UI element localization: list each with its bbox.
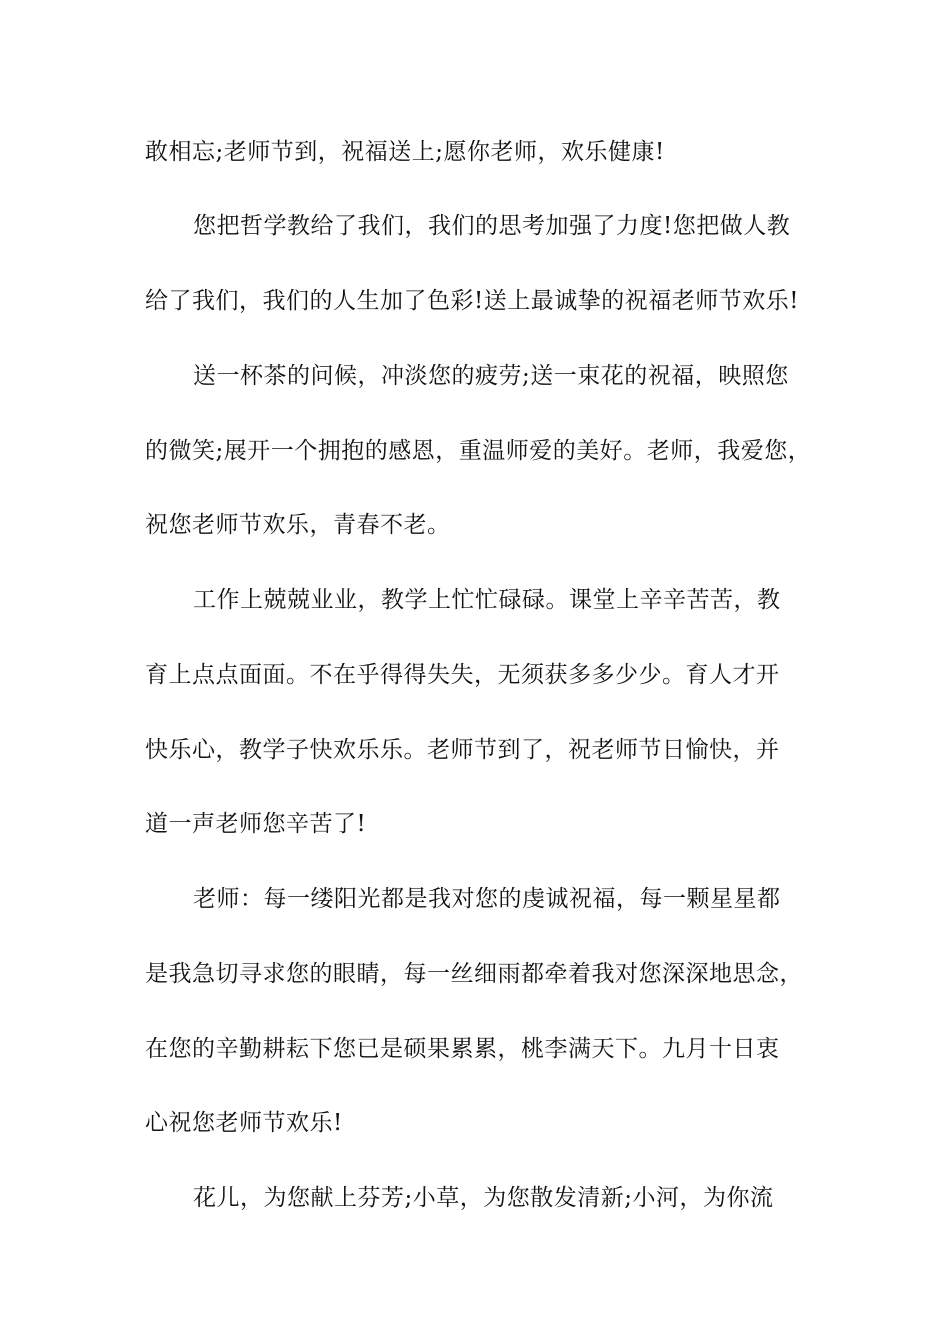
paragraph-first-line: 花儿，为您献上芬芳;小草，为您散发清新;小河，为你流 — [193, 1185, 774, 1211]
paragraph-first-line: 您把哲学教给了我们，我们的思考加强了力度!您把做人教 — [193, 213, 791, 239]
text-line: 给了我们，我们的人生加了色彩!送上最诚挚的祝福老师节欢乐! — [145, 288, 799, 314]
text-line: 敢相忘;老师节到，祝福送上;愿你老师，欢乐健康! — [145, 139, 665, 165]
paragraph-first-line: 工作上兢兢业业，教学上忙忙碌碌。课堂上辛辛苦苦，教 — [193, 587, 781, 613]
text-line: 的微笑;展开一个拥抱的感恩，重温师爱的美好。老师，我爱您， — [145, 438, 812, 464]
text-line: 在您的辛勤耕耘下您已是硕果累累，桃李满天下。九月十日衷 — [145, 1036, 780, 1062]
text-line: 道一声老师您辛苦了! — [145, 811, 367, 837]
text-line: 育上点点面面。不在乎得得失失，无须获多多少少。育人才开 — [145, 662, 780, 688]
text-line: 是我急切寻求您的眼睛，每一丝细雨都牵着我对您深深地思念， — [145, 961, 803, 987]
text-line: 快乐心，教学子快欢乐乐。老师节到了，祝老师节日愉快，并 — [145, 737, 780, 763]
paragraph-first-line: 老师：每一缕阳光都是我对您的虔诚祝福，每一颗星星都 — [193, 886, 781, 912]
paragraph-first-line: 送一杯茶的问候，冲淡您的疲劳;送一束花的祝福，映照您 — [193, 363, 789, 389]
text-line: 心祝您老师节欢乐! — [145, 1110, 343, 1136]
text-line: 祝您老师节欢乐，青春不老。 — [145, 512, 451, 538]
